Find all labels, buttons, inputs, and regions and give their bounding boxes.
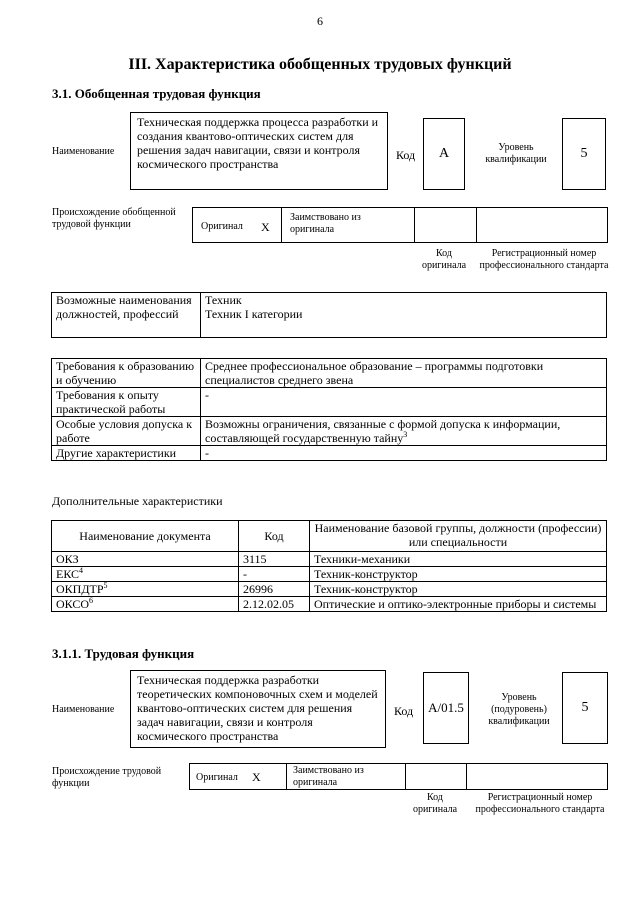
function-code-caption: Код оригинала bbox=[412, 792, 458, 815]
position-item: Техник bbox=[205, 293, 242, 307]
name-cell: Техник-конструктор bbox=[310, 582, 607, 597]
requirement-value bbox=[201, 417, 607, 446]
additional-table bbox=[51, 520, 607, 612]
name-label: Наименование bbox=[52, 146, 115, 157]
name-cell: Техник-конструктор bbox=[310, 567, 607, 582]
origin-code-cell bbox=[414, 207, 477, 243]
footnote-mark: 6 bbox=[89, 596, 94, 605]
table-row bbox=[52, 293, 607, 338]
borrowed-label: Заимствовано из оригинала bbox=[290, 212, 361, 235]
function-original-cell bbox=[189, 763, 287, 790]
code-caption: Код оригинала bbox=[421, 248, 467, 271]
function-code-label: Код bbox=[394, 704, 414, 718]
doc-name: ЕКС bbox=[56, 567, 80, 581]
reg-number-cell bbox=[476, 207, 608, 243]
doc-name: ОКСО bbox=[56, 597, 90, 611]
function-name-value: Техническая поддержка разработки теоретических компоновочных схем и моделей квантово-оптических систем для решения задач навигации, связи и контроля космического пространства bbox=[137, 673, 378, 743]
requirement-label: Требования к образованию и обучению bbox=[52, 359, 201, 388]
position-item: Техник I категории bbox=[205, 307, 303, 321]
function-reg-number-cell bbox=[466, 763, 608, 790]
function-reg-caption: Регистрационный номер профессионального стандарта bbox=[475, 792, 605, 815]
code-label: Код bbox=[396, 148, 416, 162]
table-row bbox=[52, 417, 607, 446]
column-header: Код bbox=[239, 521, 310, 552]
footnote-mark: 3 bbox=[403, 430, 408, 439]
requirement-label: Другие характеристики bbox=[52, 446, 201, 461]
function-level-value: 5 bbox=[581, 700, 589, 715]
requirements-table bbox=[51, 358, 607, 461]
level-value-box bbox=[562, 118, 606, 190]
table-header-row bbox=[52, 521, 607, 552]
requirement-value: - bbox=[201, 446, 607, 461]
positions-value bbox=[201, 293, 607, 338]
table-row bbox=[52, 388, 607, 417]
function-code-value: A/01.5 bbox=[428, 700, 464, 715]
footnote-mark: 5 bbox=[103, 581, 108, 590]
level-value: 5 bbox=[580, 146, 588, 161]
function-borrowed-label: Заимствовано из оригинала bbox=[293, 765, 364, 788]
code-cell: 26996 bbox=[239, 582, 310, 597]
doc-cell bbox=[52, 552, 239, 567]
code-value-box bbox=[423, 118, 465, 190]
doc-name: ОКПДТР bbox=[56, 582, 104, 596]
footnote-mark: 4 bbox=[79, 566, 84, 575]
origin-label: Происхождение обобщенной трудовой функции bbox=[52, 207, 176, 230]
function-name-box bbox=[130, 670, 386, 748]
function-origin-label: Происхождение трудовой функции bbox=[52, 766, 162, 789]
name-cell: Оптические и оптико-электронные приборы и системы bbox=[310, 597, 607, 612]
original-label: Оригинал bbox=[201, 221, 243, 232]
function-level-label: Уровень (подуровень) квалификации bbox=[488, 692, 550, 727]
doc-cell bbox=[52, 597, 239, 612]
table-row bbox=[52, 446, 607, 461]
code-value: A bbox=[438, 146, 450, 161]
original-cell bbox=[192, 207, 282, 243]
table-row bbox=[52, 359, 607, 388]
function-name-label: Наименование bbox=[52, 704, 115, 715]
level-label: Уровень квалификации bbox=[485, 142, 547, 165]
function-code-box bbox=[423, 672, 469, 744]
positions-table bbox=[51, 292, 607, 338]
name-cell: Техники-механики bbox=[310, 552, 607, 567]
column-header: Наименование базовой группы, должности (профессии) или специальности bbox=[310, 521, 607, 552]
requirement-label: Особые условия допуска к работе bbox=[52, 417, 201, 446]
code-cell: - bbox=[239, 567, 310, 582]
original-mark: X bbox=[261, 220, 270, 234]
table-row bbox=[52, 582, 607, 597]
additional-heading: Дополнительные характеристики bbox=[52, 494, 223, 508]
name-value-box bbox=[130, 112, 388, 190]
section-heading-3-1-1: 3.1.1. Трудовая функция bbox=[52, 646, 195, 661]
doc-cell bbox=[52, 582, 239, 597]
function-origin-code-cell bbox=[405, 763, 467, 790]
requirement-value: Среднее профессиональное образование – программы подготовки специалистов среднего звена bbox=[201, 359, 607, 388]
requirement-label: Требования к опыту практической работы bbox=[52, 388, 201, 417]
doc-cell bbox=[52, 567, 239, 582]
function-borrowed-cell bbox=[286, 763, 406, 790]
positions-label: Возможные наименования должностей, профессий bbox=[52, 293, 201, 338]
table-row bbox=[52, 552, 607, 567]
section-heading-3-1: 3.1. Обобщенная трудовая функция bbox=[52, 86, 261, 101]
requirement-text: Возможны ограничения, связанные с формой допуска к информации, составляющей государственную тайну bbox=[205, 417, 561, 445]
function-original-mark: X bbox=[252, 770, 261, 784]
function-original-label: Оригинал bbox=[196, 772, 238, 783]
name-value: Техническая поддержка процесса разработки и создания квантово-оптических систем для решения задач навигации, связи и контроля космического пространства bbox=[137, 115, 379, 171]
code-cell: 3115 bbox=[239, 552, 310, 567]
table-row bbox=[52, 567, 607, 582]
page-title: III. Характеристика обобщенных трудовых функций bbox=[128, 56, 512, 73]
requirement-value: - bbox=[201, 388, 607, 417]
page-number: 6 bbox=[317, 14, 323, 28]
function-level-box bbox=[562, 672, 608, 744]
doc-name: ОКЗ bbox=[56, 552, 79, 566]
column-header: Наименование документа bbox=[52, 521, 239, 552]
borrowed-cell bbox=[281, 207, 415, 243]
code-cell: 2.12.02.05 bbox=[239, 597, 310, 612]
table-row bbox=[52, 597, 607, 612]
reg-caption: Регистрационный номер профессионального стандарта bbox=[479, 248, 609, 271]
